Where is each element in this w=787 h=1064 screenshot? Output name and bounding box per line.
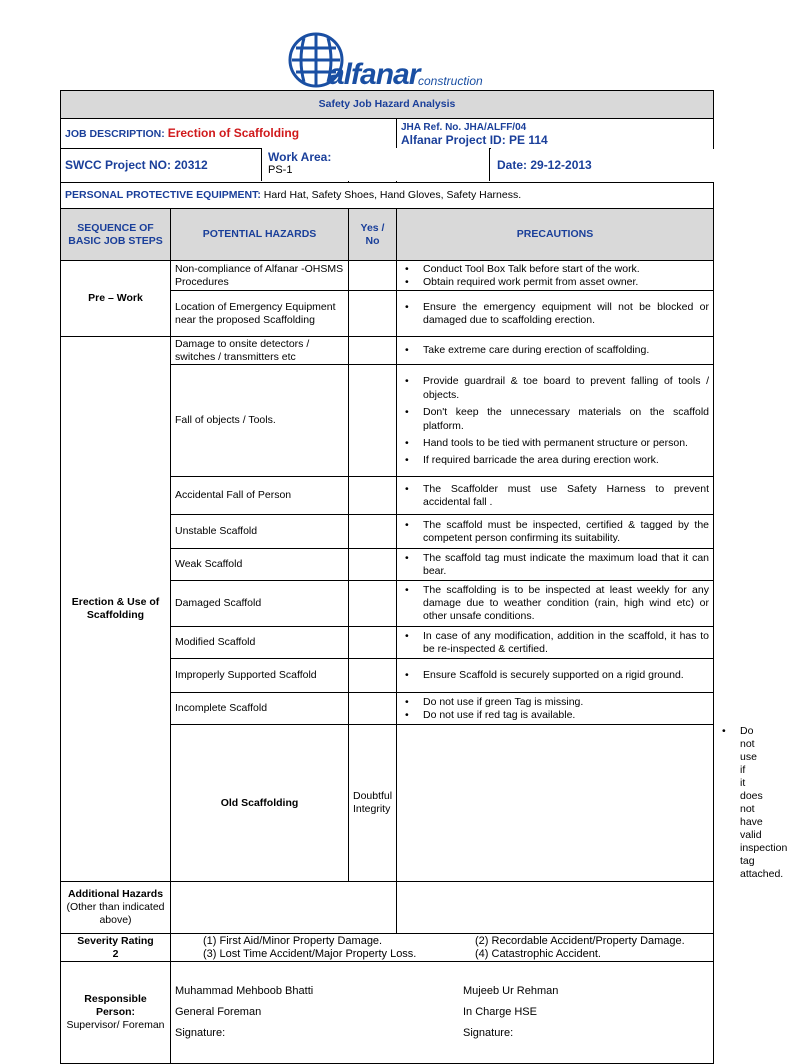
- severity-value: 2: [112, 947, 119, 960]
- jha-table: Safety Job Hazard Analysis JOB DESCRIPTION: Erection of Scaffolding JHA Ref. No. JHA/ALFF/04 Alfanar Project ID: PE 114 SWCC Project NO: 20312 PERSONAL PROTECTIVE EQUIPMENT: Hard Hat, Safety Shoes, Hand Gloves, Safety Harness. SEQUENCE OF BASIC JOB STEPS POTENTIAL HAZARDS Yes / No PRECAUTIONS Pre – Work Non-compliance of Alfanar -OHSMS Procedures • Conduct Tool Box Talk before start of the work. • Obtain required work permit from asset owner. Location of Emergency Equipment near the proposed Scaffolding • Ensure the emergency equipment will not be blocked or damaged due to scaffolding erection. Erection & Use of Scaffolding Damage to onsite detectors / switches / transmitters etc • Take extreme care during erection of scaffolding. Fall of objects / Tools. • Provide guardrail & toe board to prevent falling of tools / objects. • Don't keep the unnecessary materials on the scaffold platform. • Hand tools to be tied with permanent structure or person. • If required barricade the area during erection work. Accidental Fall of Person • The Scaffolder must use Safety Harness to prevent accidental fall . Unstable Scaffold • The scaffold must be inspected, certified & tagged by the competent person confirming its suitability. Weak Scaffold • The scaffold tag must indicate the maximum load that it can bear. Damaged Scaffold • The scaffolding is to be inspected at least weekly for any damage due to weather condition (rain, high wind etc) or other unsafe conditions. Modified Scaffold • In case of any modification, addition in the scaffold, it has to be re-inspected & certified. Improperly Supported Scaffold • Ensure Scaffold is securely supported on a rigid ground. Incomplete Scaffold • Do not use if green Tag is missing. • Do not use if red tag is available. Old Scaffolding Doubtful Integrity Do not use if it does not have valid inspection tag attached. Additional Hazards (Other than indicated above) Severity Rating 2 (1) First Aid/Minor Property Damage. (2) Recordable Accident/Property Damage. (3) Lost Time Accident/Major Property Loss. (4) Catastrophic Accident. Responsible Person: Supervisor/ Foreman Muhammad Mehboob Bhatti General Foreman Signature: Mujeeb Ur Rehman In Charge HSE Signature:: [60, 90, 714, 1064]
- person2-role: In Charge HSE: [463, 1006, 537, 1018]
- severity-label: Severity Rating: [77, 934, 154, 947]
- hazard-0: Non-compliance of Alfanar -OHSMS Procedures: [171, 261, 349, 291]
- step-old: Old Scaffolding: [171, 725, 349, 882]
- hazard-5: Unstable Scaffold: [171, 515, 349, 549]
- precaution-10-0: • Do not use if green Tag is missing.: [423, 696, 709, 709]
- responsible-person: [61, 962, 171, 1064]
- severity-rating: [61, 934, 171, 962]
- work-area-label: Work Area:: [268, 150, 332, 164]
- logo-sub: construction: [418, 74, 483, 88]
- header-precautions: PRECAUTIONS: [397, 209, 714, 261]
- hazard-11: Doubtful Integrity: [349, 725, 397, 882]
- signatures: [171, 962, 714, 1064]
- job-description-label: JOB DESCRIPTION: [65, 127, 162, 140]
- severity-opt3: (3) Lost Time Accident/Major Property Loss.: [203, 947, 417, 960]
- precaution-8-0: • In case of any modification, addition in the scaffold, it has to be re-inspected & certified.: [423, 630, 709, 656]
- person1-signature: Signature:: [175, 1027, 226, 1039]
- hazard-6: Weak Scaffold: [171, 549, 349, 581]
- additional-sub: (Other than indicated above): [66, 901, 165, 926]
- responsible-label: Responsible Person:: [84, 993, 147, 1018]
- job-description-value: Erection of Scaffolding: [167, 125, 300, 140]
- person1-name: Muhammad Mehboob Bhatti: [175, 985, 314, 997]
- person2-name: Mujeeb Ur Rehman: [463, 985, 559, 997]
- hazard-2: Damage to onsite detectors / switches / transmitters etc: [171, 337, 349, 365]
- ppe-row: [61, 183, 714, 209]
- ppe-label: PERSONAL PROTECTIVE EQUIPMENT:: [65, 189, 261, 201]
- hazard-10: Incomplete Scaffold: [171, 693, 349, 725]
- hazard-3: Fall of objects / Tools.: [171, 365, 349, 477]
- alfanar-project: Alfanar Project ID: PE 114: [401, 132, 548, 147]
- precaution-7-0: • The scaffolding is to be inspected at least weekly for any damage due to weather condition (rain, high wind etc) or other unsafe conditions.: [423, 584, 709, 623]
- step-erection: Erection & Use of Scaffolding: [61, 337, 171, 882]
- logo-brand: alfanar: [328, 58, 420, 91]
- precaution-6-0: • The scaffold tag must indicate the maximum load that it can bear.: [423, 552, 709, 578]
- precaution-5-0: • The scaffold must be inspected, certified & tagged by the competent person confirming its suitability.: [423, 519, 709, 545]
- date-value: Date: 29-12-2013: [497, 158, 592, 172]
- additional-label: Additional Hazards: [67, 888, 164, 900]
- additional-hazards: [61, 882, 171, 934]
- precaution-10-1: • Do not use if red tag is available.: [423, 709, 709, 722]
- swcc-project-value: SWCC Project NO: 20312: [65, 157, 208, 172]
- jha-ref: JHA Ref. No. JHA/ALFF/04: [401, 121, 527, 133]
- header-hazards: POTENTIAL HAZARDS: [171, 209, 349, 261]
- person1-role: General Foreman: [175, 1006, 262, 1018]
- precaution-3-1: • Don't keep the unnecessary materials on the scaffold platform.: [423, 405, 709, 433]
- work-area-date-block: [261, 148, 714, 181]
- precaution-0-0: • Conduct Tool Box Talk before start of the work.: [423, 263, 709, 276]
- hazard-4: Accidental Fall of Person: [171, 477, 349, 515]
- hazard-8: Modified Scaffold: [171, 627, 349, 659]
- precaution-9-0: • Ensure Scaffold is securely supported on a rigid ground.: [423, 669, 709, 682]
- precaution-3-2: • Hand tools to be tied with permanent structure or person.: [423, 436, 709, 450]
- hazard-9: Improperly Supported Scaffold: [171, 659, 349, 693]
- project-refs: [397, 119, 714, 149]
- work-area-value: PS-1: [268, 164, 293, 176]
- ppe-value: Hard Hat, Safety Shoes, Hand Gloves, Safety Harness.: [263, 189, 522, 201]
- precaution-2-0: • Take extreme care during erection of scaffolding.: [423, 344, 709, 357]
- job-description: JOB DESCRIPTION: Erection of Scaffolding: [61, 119, 397, 149]
- header-yes-no: Yes / No: [349, 209, 397, 261]
- precaution-1-0: • Ensure the emergency equipment will not be blocked or damaged due to scaffolding erection.: [423, 301, 709, 327]
- person2-signature: Signature:: [463, 1027, 514, 1039]
- severity-opt2: (2) Recordable Accident/Property Damage.: [475, 934, 685, 947]
- precaution-4-0: • The Scaffolder must use Safety Harness to prevent accidental fall .: [423, 483, 709, 509]
- severity-options: [171, 934, 714, 962]
- severity-opt1: (1) First Aid/Minor Property Damage.: [203, 934, 383, 947]
- step-pre-work: Pre – Work: [61, 261, 171, 337]
- precaution-3-0: • Provide guardrail & toe board to prevent falling of tools / objects.: [423, 374, 709, 402]
- precaution-3-3: • If required barricade the area during erection work.: [423, 453, 709, 467]
- responsible-sub: Supervisor/ Foreman: [66, 1019, 165, 1031]
- hazard-7: Damaged Scaffold: [171, 581, 349, 627]
- precaution-0-1: • Obtain required work permit from asset owner.: [423, 276, 709, 289]
- page-title: Safety Job Hazard Analysis: [61, 91, 714, 119]
- hazard-1: Location of Emergency Equipment near the proposed Scaffolding: [171, 291, 349, 337]
- severity-opt4: (4) Catastrophic Accident.: [475, 947, 601, 960]
- header-sequence: SEQUENCE OF BASIC JOB STEPS: [61, 209, 171, 261]
- company-logo: [288, 30, 483, 92]
